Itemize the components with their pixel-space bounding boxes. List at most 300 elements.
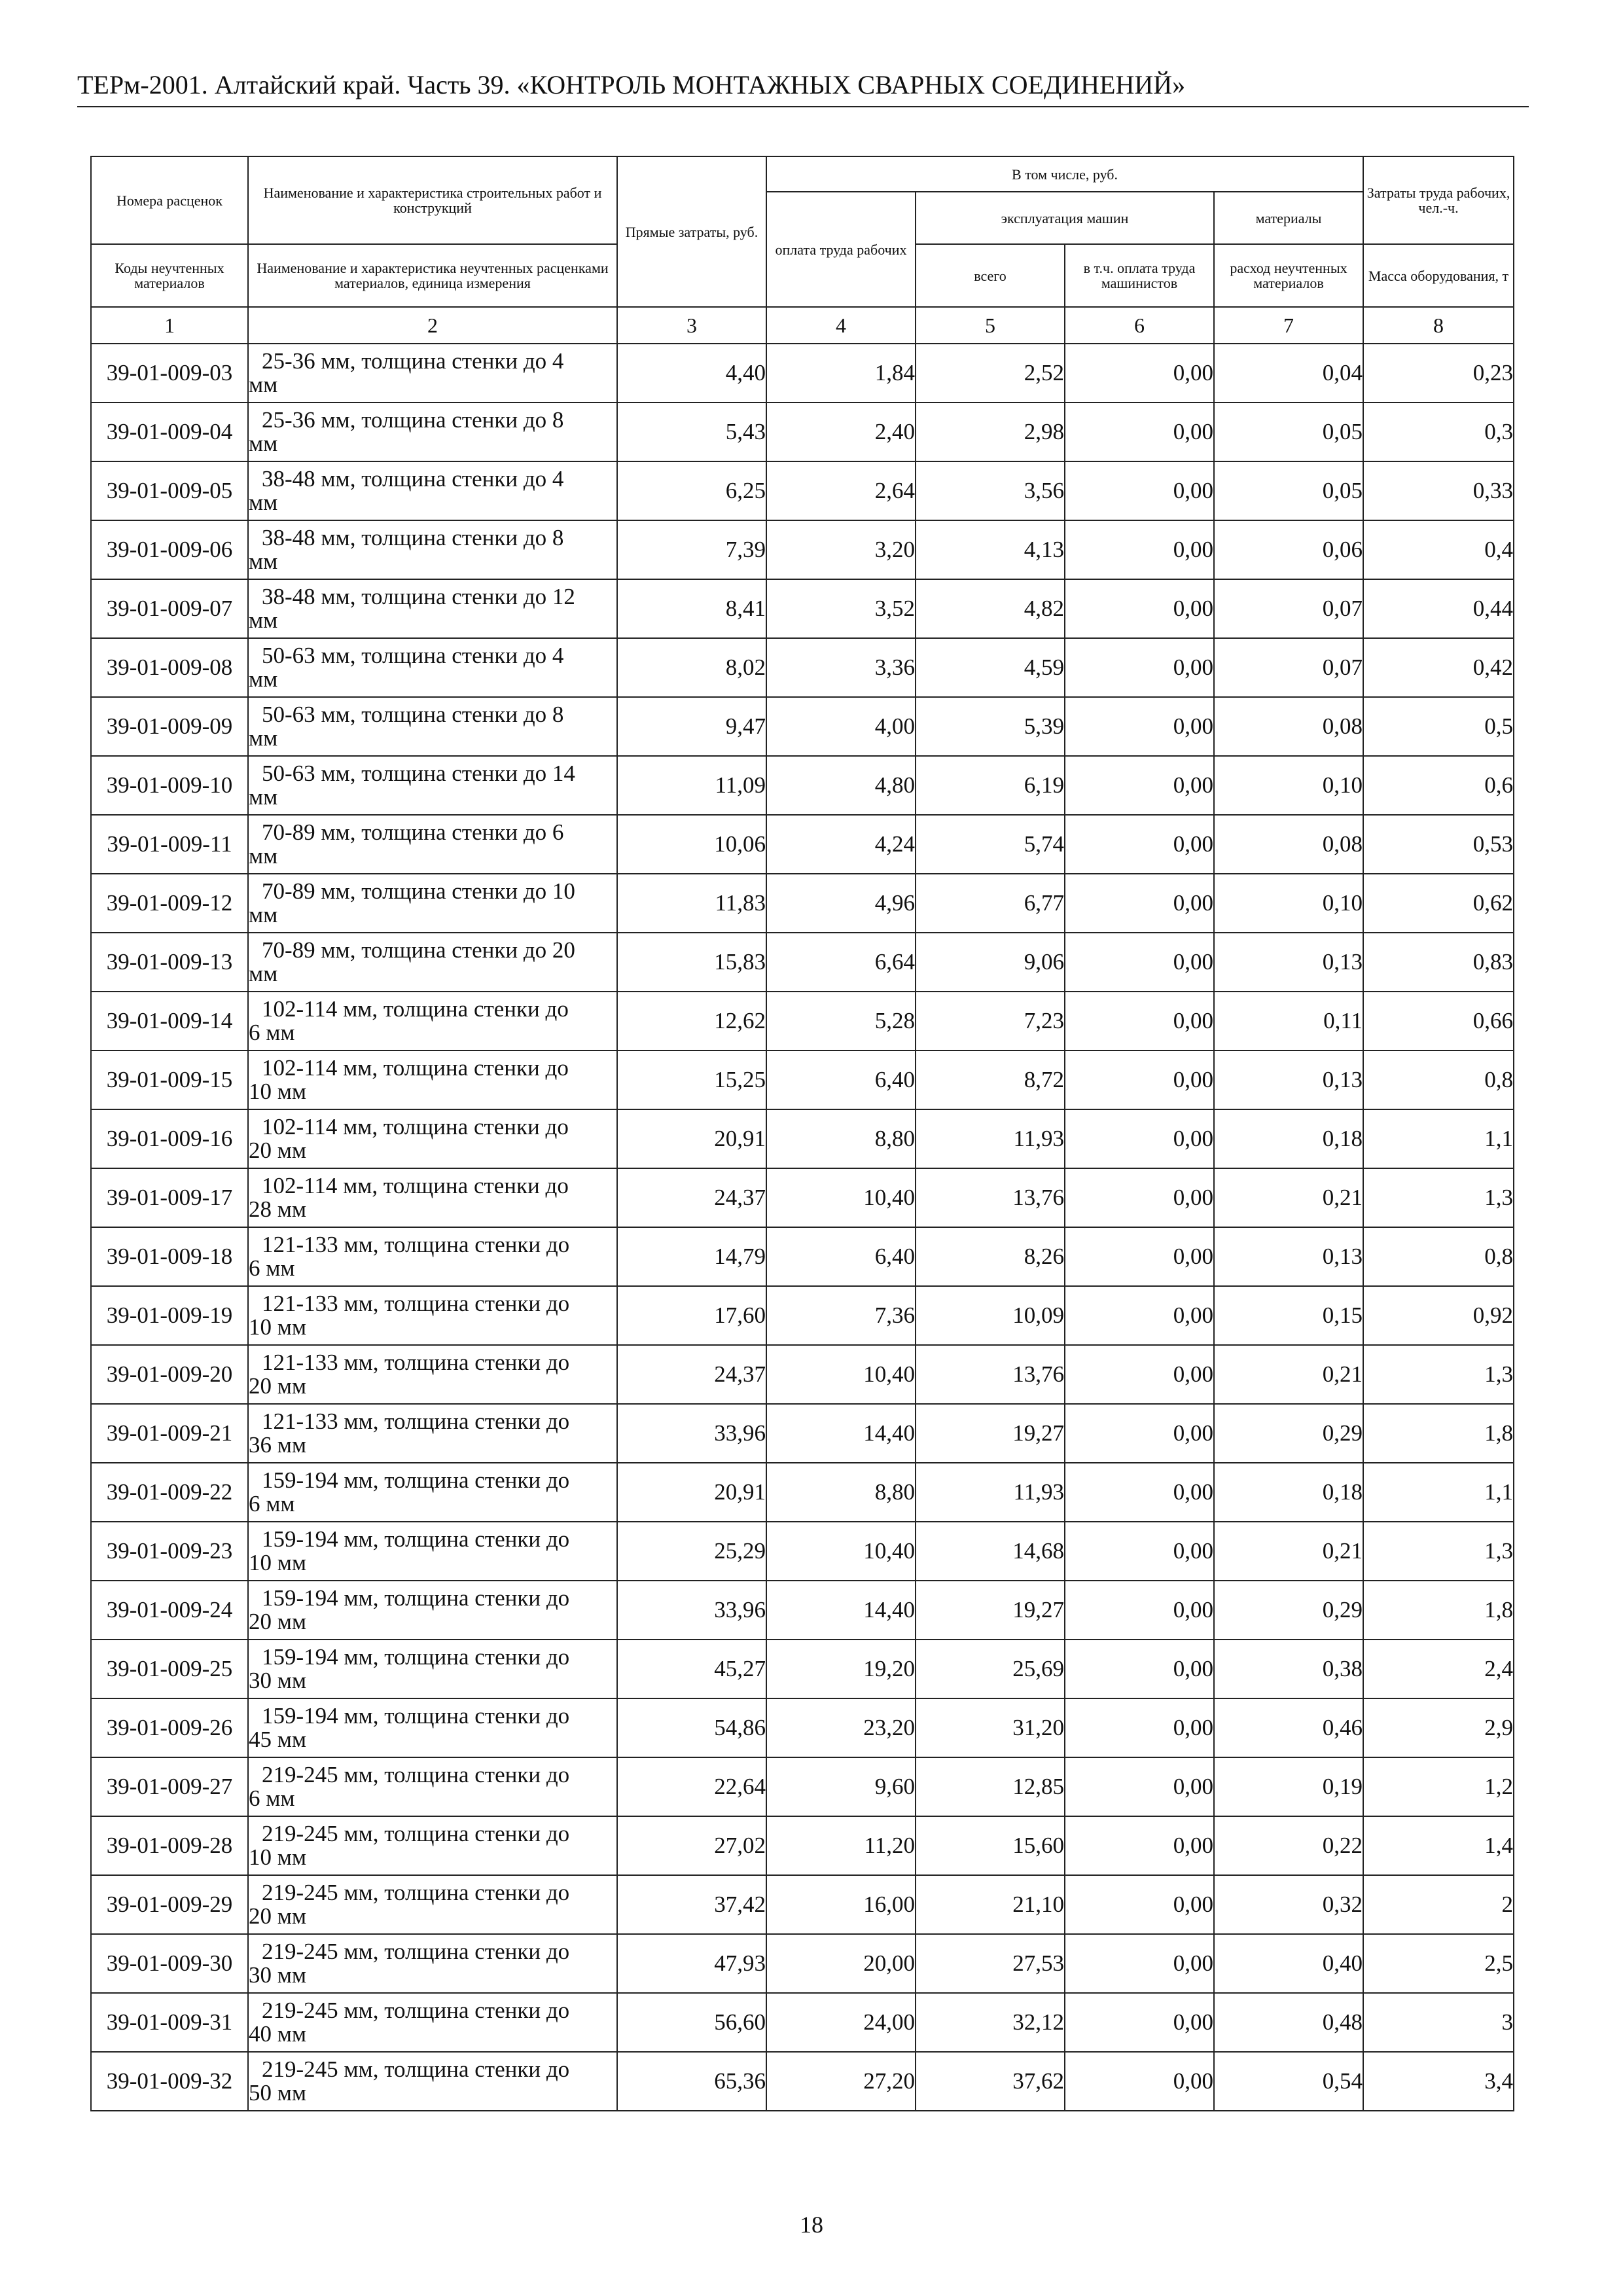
description-line: 38-48 мм, толщина стенки до 8 (262, 525, 564, 550)
labor-costs-cell: 0,53 (1363, 815, 1514, 874)
description-line: 121-133 мм, толщина стенки до (262, 1232, 570, 1257)
worker-pay-cell: 8,80 (766, 1463, 916, 1522)
direct-costs-cell: 4,40 (617, 344, 766, 403)
operator-pay-cell: 0,00 (1065, 1934, 1214, 1993)
labor-costs-cell: 3,4 (1363, 2052, 1514, 2111)
column-number: 3 (617, 307, 766, 344)
table-row (91, 2052, 1514, 2111)
work-description-cell (248, 1522, 617, 1581)
table-row (91, 1050, 1514, 1109)
header-worker-pay: оплата труда рабочих (766, 192, 916, 307)
labor-costs-cell: 1,8 (1363, 1404, 1514, 1463)
machine-operation-cell: 37,62 (916, 2052, 1065, 2111)
worker-pay-cell: 16,00 (766, 1875, 916, 1934)
labor-costs-cell: 1,3 (1363, 1522, 1514, 1581)
direct-costs-cell: 33,96 (617, 1581, 766, 1640)
machine-operation-cell: 25,69 (916, 1640, 1065, 1698)
labor-costs-cell: 0,44 (1363, 579, 1514, 638)
labor-costs-cell: 0,92 (1363, 1286, 1514, 1345)
machine-operation-cell: 3,56 (916, 461, 1065, 520)
table-row (91, 1875, 1514, 1934)
materials-cell: 0,08 (1214, 697, 1363, 756)
operator-pay-cell: 0,00 (1065, 815, 1214, 874)
operator-pay-cell: 0,00 (1065, 1050, 1214, 1109)
materials-cell: 0,11 (1214, 992, 1363, 1050)
direct-costs-cell: 20,91 (617, 1109, 766, 1168)
machine-operation-cell: 31,20 (916, 1698, 1065, 1757)
labor-costs-cell: 0,83 (1363, 933, 1514, 992)
rate-code-cell: 39-01-009-29 (91, 1875, 248, 1934)
description-line: мм (249, 784, 278, 810)
work-description-cell (248, 1757, 617, 1816)
materials-cell: 0,10 (1214, 874, 1363, 933)
labor-costs-cell: 0,8 (1363, 1050, 1514, 1109)
description-line: 10 мм (249, 1079, 307, 1104)
machine-operation-cell: 4,13 (916, 520, 1065, 579)
description-line: 38-48 мм, толщина стенки до 12 (262, 584, 575, 609)
worker-pay-cell: 20,00 (766, 1934, 916, 1993)
worker-pay-cell: 3,20 (766, 520, 916, 579)
table-row (91, 1993, 1514, 2052)
rate-code-cell: 39-01-009-26 (91, 1698, 248, 1757)
direct-costs-cell: 20,91 (617, 1463, 766, 1522)
materials-cell: 0,07 (1214, 579, 1363, 638)
header-materials: материалы (1214, 192, 1363, 244)
rates-table (90, 156, 1514, 2111)
worker-pay-cell: 2,64 (766, 461, 916, 520)
operator-pay-cell: 0,00 (1065, 2052, 1214, 2111)
labor-costs-cell: 1,1 (1363, 1109, 1514, 1168)
work-description-cell (248, 756, 617, 815)
work-description-cell (248, 1227, 617, 1286)
column-number: 8 (1363, 307, 1514, 344)
description-line: 219-245 мм, толщина стенки до (262, 1998, 570, 2023)
worker-pay-cell: 9,60 (766, 1757, 916, 1816)
operator-pay-cell: 0,00 (1065, 1640, 1214, 1698)
operator-pay-cell: 0,00 (1065, 520, 1214, 579)
table-row (91, 756, 1514, 815)
column-number: 7 (1214, 307, 1363, 344)
machine-operation-cell: 8,72 (916, 1050, 1065, 1109)
worker-pay-cell: 2,40 (766, 403, 916, 461)
operator-pay-cell: 0,00 (1065, 1875, 1214, 1934)
direct-costs-cell: 5,43 (617, 403, 766, 461)
description-line: 121-133 мм, толщина стенки до (262, 1350, 570, 1375)
direct-costs-cell: 15,83 (617, 933, 766, 992)
direct-costs-cell: 22,64 (617, 1757, 766, 1816)
table-row (91, 1168, 1514, 1227)
description-line: 219-245 мм, толщина стенки до (262, 2056, 570, 2082)
materials-cell: 0,08 (1214, 815, 1363, 874)
description-line: 10 мм (249, 1314, 307, 1340)
rate-code-cell: 39-01-009-08 (91, 638, 248, 697)
labor-costs-cell: 0,42 (1363, 638, 1514, 697)
direct-costs-cell: 45,27 (617, 1640, 766, 1698)
labor-costs-cell: 0,66 (1363, 992, 1514, 1050)
direct-costs-cell: 24,37 (617, 1168, 766, 1227)
worker-pay-cell: 3,36 (766, 638, 916, 697)
direct-costs-cell: 11,09 (617, 756, 766, 815)
header-rule (77, 106, 1529, 107)
rate-code-cell: 39-01-009-06 (91, 520, 248, 579)
work-description-cell (248, 520, 617, 579)
worker-pay-cell: 10,40 (766, 1522, 916, 1581)
direct-costs-cell: 11,83 (617, 874, 766, 933)
description-line: 10 мм (249, 1844, 307, 1870)
materials-cell: 0,40 (1214, 1934, 1363, 1993)
rate-code-cell: 39-01-009-09 (91, 697, 248, 756)
labor-costs-cell: 1,3 (1363, 1168, 1514, 1227)
operator-pay-cell: 0,00 (1065, 874, 1214, 933)
operator-pay-cell: 0,00 (1065, 1581, 1214, 1640)
direct-costs-cell: 65,36 (617, 2052, 766, 2111)
materials-cell: 0,07 (1214, 638, 1363, 697)
table-row (91, 1698, 1514, 1757)
labor-costs-cell: 0,33 (1363, 461, 1514, 520)
worker-pay-cell: 4,80 (766, 756, 916, 815)
machine-operation-cell: 7,23 (916, 992, 1065, 1050)
direct-costs-cell: 15,25 (617, 1050, 766, 1109)
work-description-cell (248, 1404, 617, 1463)
machine-operation-cell: 12,85 (916, 1757, 1065, 1816)
header-unaccounted-codes: Коды неучтенных материалов (91, 244, 248, 307)
table-row (91, 1581, 1514, 1640)
table-row (91, 992, 1514, 1050)
description-line: 25-36 мм, толщина стенки до 8 (262, 407, 564, 433)
machine-operation-cell: 11,93 (916, 1463, 1065, 1522)
column-numbers-row (91, 307, 1514, 344)
table-row (91, 403, 1514, 461)
work-description-cell (248, 1050, 617, 1109)
table-row (91, 1640, 1514, 1698)
description-line: 70-89 мм, толщина стенки до 6 (262, 819, 564, 845)
direct-costs-cell: 10,06 (617, 815, 766, 874)
machine-operation-cell: 32,12 (916, 1993, 1065, 2052)
column-number: 2 (248, 307, 617, 344)
machine-operation-cell: 13,76 (916, 1168, 1065, 1227)
direct-costs-cell: 56,60 (617, 1993, 766, 2052)
work-description-cell (248, 1286, 617, 1345)
rate-code-cell: 39-01-009-18 (91, 1227, 248, 1286)
rate-code-cell: 39-01-009-24 (91, 1581, 248, 1640)
work-description-cell (248, 815, 617, 874)
work-description-cell (248, 579, 617, 638)
direct-costs-cell: 8,02 (617, 638, 766, 697)
operator-pay-cell: 0,00 (1065, 1345, 1214, 1404)
worker-pay-cell: 1,84 (766, 344, 916, 403)
operator-pay-cell: 0,00 (1065, 1109, 1214, 1168)
table-row (91, 1404, 1514, 1463)
description-line: мм (249, 548, 278, 574)
operator-pay-cell: 0,00 (1065, 1816, 1214, 1875)
work-description-cell (248, 1875, 617, 1934)
machine-operation-cell: 13,76 (916, 1345, 1065, 1404)
labor-costs-cell: 0,6 (1363, 756, 1514, 815)
description-line: 50-63 мм, толщина стенки до 14 (262, 761, 575, 786)
direct-costs-cell: 47,93 (617, 1934, 766, 1993)
description-line: 50-63 мм, толщина стенки до 8 (262, 702, 564, 727)
column-number: 4 (766, 307, 916, 344)
worker-pay-cell: 10,40 (766, 1168, 916, 1227)
table-row (91, 1345, 1514, 1404)
column-number: 5 (916, 307, 1065, 344)
worker-pay-cell: 7,36 (766, 1286, 916, 1345)
table-row (91, 520, 1514, 579)
rate-code-cell: 39-01-009-13 (91, 933, 248, 992)
table-row (91, 638, 1514, 697)
work-description-cell (248, 1993, 617, 2052)
description-line: 219-245 мм, толщина стенки до (262, 1762, 570, 1787)
document-header: ТЕРм-2001. Алтайский край. Часть 39. «КОНТРОЛЬ МОНТАЖНЫХ СВАРНЫХ СОЕДИНЕНИЙ» (77, 70, 1186, 99)
machine-operation-cell: 19,27 (916, 1404, 1065, 1463)
materials-cell: 0,05 (1214, 403, 1363, 461)
machine-operation-cell: 5,74 (916, 815, 1065, 874)
machine-operation-cell: 19,27 (916, 1581, 1065, 1640)
labor-costs-cell: 3 (1363, 1993, 1514, 2052)
table-row (91, 461, 1514, 520)
direct-costs-cell: 33,96 (617, 1404, 766, 1463)
materials-cell: 0,13 (1214, 1050, 1363, 1109)
header-unaccounted-consumption: расход неучтенных материалов (1214, 244, 1363, 307)
labor-costs-cell: 2,9 (1363, 1698, 1514, 1757)
column-number: 1 (91, 307, 248, 344)
rate-code-cell: 39-01-009-20 (91, 1345, 248, 1404)
description-line: 50-63 мм, толщина стенки до 4 (262, 643, 564, 668)
worker-pay-cell: 4,00 (766, 697, 916, 756)
table-row (91, 1463, 1514, 1522)
direct-costs-cell: 14,79 (617, 1227, 766, 1286)
work-description-cell (248, 1698, 617, 1757)
description-line: 30 мм (249, 1962, 307, 1988)
rate-code-cell: 39-01-009-15 (91, 1050, 248, 1109)
materials-cell: 0,13 (1214, 933, 1363, 992)
rate-code-cell: 39-01-009-11 (91, 815, 248, 874)
table-row (91, 344, 1514, 403)
work-description-cell (248, 1345, 617, 1404)
description-line: 6 мм (249, 1785, 295, 1811)
description-line: 159-194 мм, толщина стенки до (262, 1703, 570, 1729)
description-line: 50 мм (249, 2080, 307, 2106)
worker-pay-cell: 3,52 (766, 579, 916, 638)
work-description-cell (248, 1463, 617, 1522)
description-line: мм (249, 490, 278, 515)
direct-costs-cell: 6,25 (617, 461, 766, 520)
machine-operation-cell: 15,60 (916, 1816, 1065, 1875)
work-description-cell (248, 2052, 617, 2111)
rate-code-cell: 39-01-009-05 (91, 461, 248, 520)
materials-cell: 0,13 (1214, 1227, 1363, 1286)
description-line: 219-245 мм, толщина стенки до (262, 1939, 570, 1964)
description-line: 219-245 мм, толщина стенки до (262, 1821, 570, 1846)
direct-costs-cell: 17,60 (617, 1286, 766, 1345)
worker-pay-cell: 6,64 (766, 933, 916, 992)
rate-code-cell: 39-01-009-14 (91, 992, 248, 1050)
table-row (91, 1522, 1514, 1581)
machine-operation-cell: 14,68 (916, 1522, 1065, 1581)
description-line: 70-89 мм, толщина стенки до 10 (262, 878, 575, 904)
work-description-cell (248, 874, 617, 933)
rate-code-cell: 39-01-009-10 (91, 756, 248, 815)
description-line: 102-114 мм, толщина стенки до (262, 1173, 569, 1198)
description-line: 70-89 мм, толщина стенки до 20 (262, 937, 575, 963)
work-description-cell (248, 1168, 617, 1227)
rate-code-cell: 39-01-009-21 (91, 1404, 248, 1463)
materials-cell: 0,19 (1214, 1757, 1363, 1816)
description-line: 121-133 мм, толщина стенки до (262, 1291, 570, 1316)
table-row (91, 1757, 1514, 1816)
table-row (91, 1286, 1514, 1345)
table-row (91, 1816, 1514, 1875)
description-line: 20 мм (249, 1138, 307, 1163)
operator-pay-cell: 0,00 (1065, 992, 1214, 1050)
materials-cell: 0,29 (1214, 1404, 1363, 1463)
worker-pay-cell: 14,40 (766, 1581, 916, 1640)
description-line: 28 мм (249, 1196, 307, 1222)
worker-pay-cell: 8,80 (766, 1109, 916, 1168)
materials-cell: 0,46 (1214, 1698, 1363, 1757)
rate-code-cell: 39-01-009-16 (91, 1109, 248, 1168)
operator-pay-cell: 0,00 (1065, 697, 1214, 756)
work-description-cell (248, 638, 617, 697)
labor-costs-cell: 0,5 (1363, 697, 1514, 756)
description-line: 159-194 мм, толщина стенки до (262, 1585, 570, 1611)
work-description-cell (248, 1934, 617, 1993)
labor-costs-cell: 0,8 (1363, 1227, 1514, 1286)
operator-pay-cell: 0,00 (1065, 1993, 1214, 2052)
work-description-cell (248, 461, 617, 520)
materials-cell: 0,32 (1214, 1875, 1363, 1934)
description-line: 102-114 мм, толщина стенки до (262, 996, 569, 1022)
header-incl-operator-pay: в т.ч. оплата труда машинистов (1065, 244, 1214, 307)
description-line: 20 мм (249, 1373, 307, 1399)
table-row (91, 933, 1514, 992)
labor-costs-cell: 1,4 (1363, 1816, 1514, 1875)
materials-cell: 0,04 (1214, 344, 1363, 403)
machine-operation-cell: 6,19 (916, 756, 1065, 815)
operator-pay-cell: 0,00 (1065, 461, 1214, 520)
rate-code-cell: 39-01-009-28 (91, 1816, 248, 1875)
description-line: 38-48 мм, толщина стенки до 4 (262, 466, 564, 492)
materials-cell: 0,15 (1214, 1286, 1363, 1345)
worker-pay-cell: 14,40 (766, 1404, 916, 1463)
operator-pay-cell: 0,00 (1065, 1698, 1214, 1757)
operator-pay-cell: 0,00 (1065, 1404, 1214, 1463)
worker-pay-cell: 4,24 (766, 815, 916, 874)
labor-costs-cell: 1,1 (1363, 1463, 1514, 1522)
rate-code-cell: 39-01-009-19 (91, 1286, 248, 1345)
labor-costs-cell: 2,4 (1363, 1640, 1514, 1698)
header-unaccounted-name: Наименование и характеристика неучтенных расценками материалов, единица измерения (248, 244, 617, 307)
header-rate-number: Номера расценок (91, 156, 248, 244)
work-description-cell (248, 1109, 617, 1168)
machine-operation-cell: 10,09 (916, 1286, 1065, 1345)
worker-pay-cell: 19,20 (766, 1640, 916, 1698)
rate-code-cell: 39-01-009-03 (91, 344, 248, 403)
work-description-cell (248, 403, 617, 461)
work-description-cell (248, 1816, 617, 1875)
materials-cell: 0,21 (1214, 1522, 1363, 1581)
direct-costs-cell: 7,39 (617, 520, 766, 579)
table-row (91, 874, 1514, 933)
labor-costs-cell: 2 (1363, 1875, 1514, 1934)
description-line: 102-114 мм, толщина стенки до (262, 1055, 569, 1081)
labor-costs-cell: 1,8 (1363, 1581, 1514, 1640)
description-line: мм (249, 843, 278, 869)
work-description-cell (248, 992, 617, 1050)
rate-code-cell: 39-01-009-32 (91, 2052, 248, 2111)
machine-operation-cell: 2,98 (916, 403, 1065, 461)
work-description-cell (248, 1640, 617, 1698)
machine-operation-cell: 5,39 (916, 697, 1065, 756)
direct-costs-cell: 27,02 (617, 1816, 766, 1875)
operator-pay-cell: 0,00 (1065, 1522, 1214, 1581)
description-line: 36 мм (249, 1432, 307, 1458)
rate-code-cell: 39-01-009-22 (91, 1463, 248, 1522)
worker-pay-cell: 24,00 (766, 1993, 916, 2052)
materials-cell: 0,22 (1214, 1816, 1363, 1875)
description-line: 20 мм (249, 1903, 307, 1929)
direct-costs-cell: 37,42 (617, 1875, 766, 1934)
labor-costs-cell: 0,3 (1363, 403, 1514, 461)
description-line: 159-194 мм, толщина стенки до (262, 1644, 570, 1670)
operator-pay-cell: 0,00 (1065, 1286, 1214, 1345)
work-description-cell (248, 344, 617, 403)
header-including: В том числе, руб. (766, 156, 1363, 192)
materials-cell: 0,06 (1214, 520, 1363, 579)
description-line: мм (249, 607, 278, 633)
description-line: 25-36 мм, толщина стенки до 4 (262, 348, 564, 374)
header-direct-costs: Прямые затраты, руб. (617, 156, 766, 307)
machine-operation-cell: 21,10 (916, 1875, 1065, 1934)
operator-pay-cell: 0,00 (1065, 638, 1214, 697)
worker-pay-cell: 6,40 (766, 1050, 916, 1109)
description-line: 159-194 мм, толщина стенки до (262, 1526, 570, 1552)
worker-pay-cell: 6,40 (766, 1227, 916, 1286)
table-row (91, 697, 1514, 756)
materials-cell: 0,18 (1214, 1463, 1363, 1522)
direct-costs-cell: 54,86 (617, 1698, 766, 1757)
labor-costs-cell: 0,23 (1363, 344, 1514, 403)
description-line: 45 мм (249, 1727, 307, 1752)
machine-operation-cell: 4,59 (916, 638, 1065, 697)
header-total: всего (916, 244, 1065, 307)
worker-pay-cell: 5,28 (766, 992, 916, 1050)
materials-cell: 0,21 (1214, 1345, 1363, 1404)
description-line: 20 мм (249, 1609, 307, 1634)
direct-costs-cell: 12,62 (617, 992, 766, 1050)
description-line: 6 мм (249, 1255, 295, 1281)
machine-operation-cell: 8,26 (916, 1227, 1065, 1286)
table-row (91, 579, 1514, 638)
table-row (91, 1227, 1514, 1286)
worker-pay-cell: 11,20 (766, 1816, 916, 1875)
table-row (91, 1934, 1514, 1993)
worker-pay-cell: 4,96 (766, 874, 916, 933)
rate-code-cell: 39-01-009-07 (91, 579, 248, 638)
materials-cell: 0,05 (1214, 461, 1363, 520)
operator-pay-cell: 0,00 (1065, 344, 1214, 403)
work-description-cell (248, 697, 617, 756)
machine-operation-cell: 27,53 (916, 1934, 1065, 1993)
header-equipment-mass: Масса оборудования, т (1363, 244, 1514, 307)
description-line: 10 мм (249, 1550, 307, 1575)
column-number: 6 (1065, 307, 1214, 344)
labor-costs-cell: 0,62 (1363, 874, 1514, 933)
materials-cell: 0,48 (1214, 1993, 1363, 2052)
materials-cell: 0,38 (1214, 1640, 1363, 1698)
operator-pay-cell: 0,00 (1065, 756, 1214, 815)
description-line: 6 мм (249, 1020, 295, 1045)
